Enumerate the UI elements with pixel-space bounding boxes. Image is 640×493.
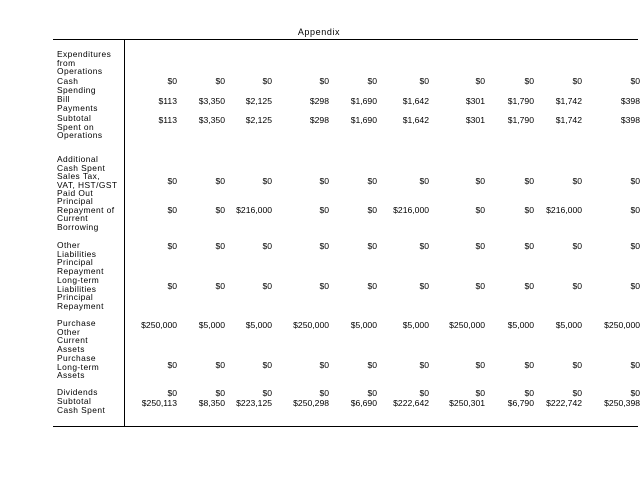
table-cell: $113 (158, 96, 177, 106)
table-cell: $5,000 (245, 320, 272, 330)
table-row (0, 320, 638, 330)
table-cell: $0 (167, 241, 177, 251)
row-label: Purchase Long-term Assets (57, 353, 100, 381)
table-cell: $0 (419, 360, 429, 370)
table-cell: $0 (524, 76, 534, 86)
table-cell: $0 (367, 388, 377, 398)
table-cell: $250,000 (141, 320, 177, 330)
table-cell: $0 (524, 281, 534, 291)
row-label: Subtotal Cash Spent (57, 396, 106, 415)
table-cell: $250,113 (141, 398, 177, 408)
row-label: Principal Repayment of Current Borrowing (57, 196, 115, 233)
table-cell: $0 (475, 241, 485, 251)
table-cell: $0 (367, 281, 377, 291)
table-cell: $0 (419, 241, 429, 251)
table-row (0, 360, 638, 370)
table-cell: $2,125 (245, 115, 272, 125)
table-cell: $0 (419, 76, 429, 86)
table-cell: $298 (309, 115, 329, 125)
table-cell: $0 (215, 360, 225, 370)
table-cell: $5,000 (555, 320, 582, 330)
table-cell: $0 (367, 241, 377, 251)
table-cell: $5,000 (507, 320, 534, 330)
table-cell: $0 (524, 176, 534, 186)
table-cell: $0 (215, 281, 225, 291)
row-label: Expenditures from Operations (57, 49, 112, 77)
table-cell: $2,125 (245, 96, 272, 106)
table-cell: $0 (167, 176, 177, 186)
table-cell: $0 (367, 176, 377, 186)
table-cell: $0 (524, 388, 534, 398)
table-cell: $301 (465, 96, 485, 106)
table-cell: $113 (158, 115, 177, 125)
table-cell: $216,000 (393, 205, 429, 215)
table-row (0, 115, 638, 125)
table-cell: $301 (465, 115, 485, 125)
table-cell: $0 (167, 360, 177, 370)
table-cell: $250,000 (449, 320, 485, 330)
table-cell: $0 (367, 205, 377, 215)
row-label: Cash Spending (57, 76, 96, 95)
table-cell: $1,790 (507, 115, 534, 125)
table-cell: $250,000 (604, 320, 640, 330)
table-cell: $5,000 (198, 320, 225, 330)
table-cell: $1,790 (507, 96, 534, 106)
row-label: Dividends (57, 387, 98, 397)
table-cell: $0 (475, 205, 485, 215)
table-cell: $0 (475, 281, 485, 291)
table-cell: $0 (524, 241, 534, 251)
table-row (0, 205, 638, 215)
table-cell: $250,298 (293, 398, 329, 408)
row-label: Purchase Other Current Assets (57, 318, 96, 355)
table-cell: $1,690 (350, 115, 377, 125)
table-cell: $0 (572, 76, 582, 86)
table-cell: $223,125 (236, 398, 272, 408)
table-cell: $8,350 (198, 398, 225, 408)
table-cell: $0 (475, 360, 485, 370)
table-cell: $0 (319, 388, 329, 398)
table-cell: $1,690 (350, 96, 377, 106)
table-cell: $1,742 (555, 96, 582, 106)
table-cell: $222,642 (393, 398, 429, 408)
table-cell: $1,742 (555, 115, 582, 125)
table-cell: $0 (319, 281, 329, 291)
table-cell: $0 (419, 176, 429, 186)
table-cell: $222,742 (546, 398, 582, 408)
table-cell: $0 (572, 360, 582, 370)
table-cell: $0 (524, 360, 534, 370)
table-cell: $0 (630, 76, 640, 86)
table-cell: $0 (475, 388, 485, 398)
table-cell: $0 (572, 281, 582, 291)
table-row (0, 388, 638, 398)
table-cell: $216,000 (546, 205, 582, 215)
table-cell: $0 (215, 205, 225, 215)
table-cell: $250,398 (604, 398, 640, 408)
table-cell: $5,000 (350, 320, 377, 330)
table-cell: $0 (630, 281, 640, 291)
table-cell: $0 (572, 241, 582, 251)
table-cell: $216,000 (236, 205, 272, 215)
table-cell: $0 (262, 281, 272, 291)
table-cell: $398 (620, 96, 640, 106)
table-cell: $0 (319, 205, 329, 215)
table-cell: $0 (367, 76, 377, 86)
table-cell: $1,642 (402, 96, 429, 106)
table-cell: $250,301 (449, 398, 485, 408)
table-row (0, 176, 638, 186)
row-label: Other Liabilities Principal Repayment (57, 240, 104, 277)
table-cell: $6,790 (507, 398, 534, 408)
table-cell: $0 (319, 241, 329, 251)
table-cell: $0 (167, 281, 177, 291)
row-label: Subtotal Spent on Operations (57, 113, 103, 141)
table-cell: $0 (319, 360, 329, 370)
table-cell: $0 (262, 176, 272, 186)
row-label: Long-term Liabilities Principal Repayment (57, 275, 104, 312)
table-row (0, 76, 638, 86)
bottom-rule (53, 426, 638, 427)
table-cell: $0 (630, 241, 640, 251)
table-cell: $0 (319, 176, 329, 186)
table-cell: $0 (524, 205, 534, 215)
table-cell: $3,350 (198, 96, 225, 106)
table-row (0, 398, 638, 408)
table-row (0, 241, 638, 251)
table-cell: $398 (620, 115, 640, 125)
table-cell: $0 (319, 76, 329, 86)
table-cell: $0 (630, 360, 640, 370)
table-cell: $0 (167, 388, 177, 398)
table-cell: $0 (215, 176, 225, 186)
table-cell: $0 (572, 388, 582, 398)
row-label: Bill Payments (57, 94, 98, 113)
table-cell: $0 (630, 388, 640, 398)
page-title: Appendix (297, 27, 341, 37)
table-cell: $0 (419, 281, 429, 291)
table-cell: $0 (262, 360, 272, 370)
table-row (0, 281, 638, 291)
table-cell: $5,000 (402, 320, 429, 330)
table-cell: $250,000 (293, 320, 329, 330)
table-cell: $3,350 (198, 115, 225, 125)
top-rule (53, 39, 638, 40)
table-cell: $6,690 (350, 398, 377, 408)
table-cell: $0 (215, 388, 225, 398)
table-cell: $0 (215, 241, 225, 251)
table-cell: $1,642 (402, 115, 429, 125)
row-label: Additional Cash Spent (57, 154, 106, 173)
table-cell: $0 (262, 241, 272, 251)
table-cell: $0 (262, 76, 272, 86)
table-cell: $0 (630, 176, 640, 186)
table-cell: $0 (572, 176, 582, 186)
table-cell: $0 (475, 76, 485, 86)
table-cell: $0 (167, 76, 177, 86)
row-label: Sales Tax, VAT, HST/GST Paid Out (57, 171, 118, 199)
table-cell: $0 (419, 388, 429, 398)
table-cell: $0 (167, 205, 177, 215)
table-cell: $0 (367, 360, 377, 370)
table-row (0, 96, 638, 106)
table-cell: $0 (475, 176, 485, 186)
table-cell: $298 (309, 96, 329, 106)
table-cell: $0 (630, 205, 640, 215)
table-cell: $0 (215, 76, 225, 86)
table-cell: $0 (262, 388, 272, 398)
